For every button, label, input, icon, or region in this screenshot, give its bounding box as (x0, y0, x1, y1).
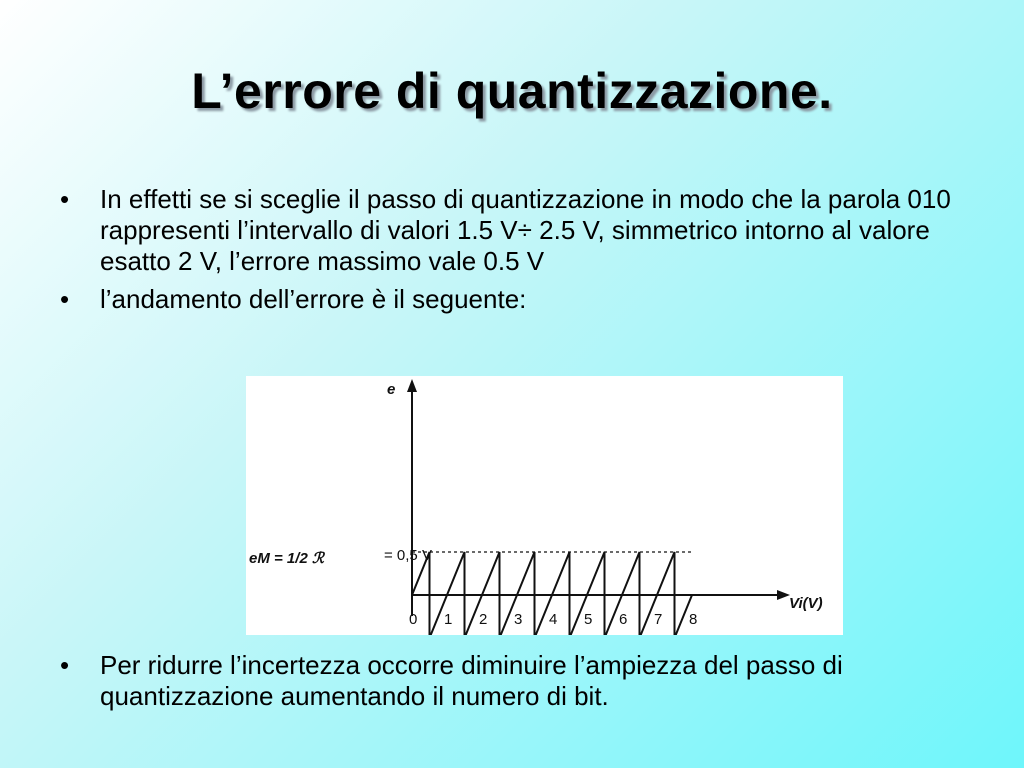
x-tick-label: 2 (479, 611, 488, 628)
slide-title: L’errore di quantizzazione. (191, 63, 833, 119)
x-tick-label: 0 (409, 611, 418, 628)
bullet-text: l’andamento dell’errore è il seguente: (100, 284, 527, 314)
max-error-label: eM = 1/2 ℛ (249, 550, 324, 567)
x-tick-label: 3 (514, 611, 523, 628)
bullet-item (60, 650, 960, 712)
bullet-marker: • (60, 184, 70, 214)
bullet-marker: • (60, 284, 70, 314)
bullet-item (60, 184, 960, 277)
bullet-marker: • (60, 650, 70, 680)
y-axis-label: e (387, 381, 396, 398)
x-tick-label: 1 (444, 611, 453, 628)
bullet-text: In effetti se si sceglie il passo di quantizzazione in modo che la parola 010 rappresenti l’intervallo di valori 1.5 V÷ 2.5 V, simmetrico intorno al valore esatto 2 V, l’errore massimo vale 0.5 V (100, 184, 951, 276)
x-tick-label: 6 (619, 611, 628, 628)
error-chart (246, 376, 843, 635)
level-label: = 0,5 V (384, 547, 432, 564)
bullet-list-top (60, 184, 960, 322)
x-tick-label: 4 (549, 611, 558, 628)
bullet-list-bottom (60, 650, 960, 719)
y-axis-arrow (407, 379, 417, 392)
x-tick-label: 8 (689, 611, 698, 628)
x-axis-label: Vi(V) (789, 595, 823, 612)
error-chart-figure (246, 376, 843, 635)
x-tick-label: 5 (584, 611, 593, 628)
bullet-text: Per ridurre l’incertezza occorre diminuire l’ampiezza del passo di quantizzazione aumentando il numero di bit. (100, 650, 843, 711)
bullet-item (60, 284, 960, 315)
x-tick-label: 7 (654, 611, 663, 628)
